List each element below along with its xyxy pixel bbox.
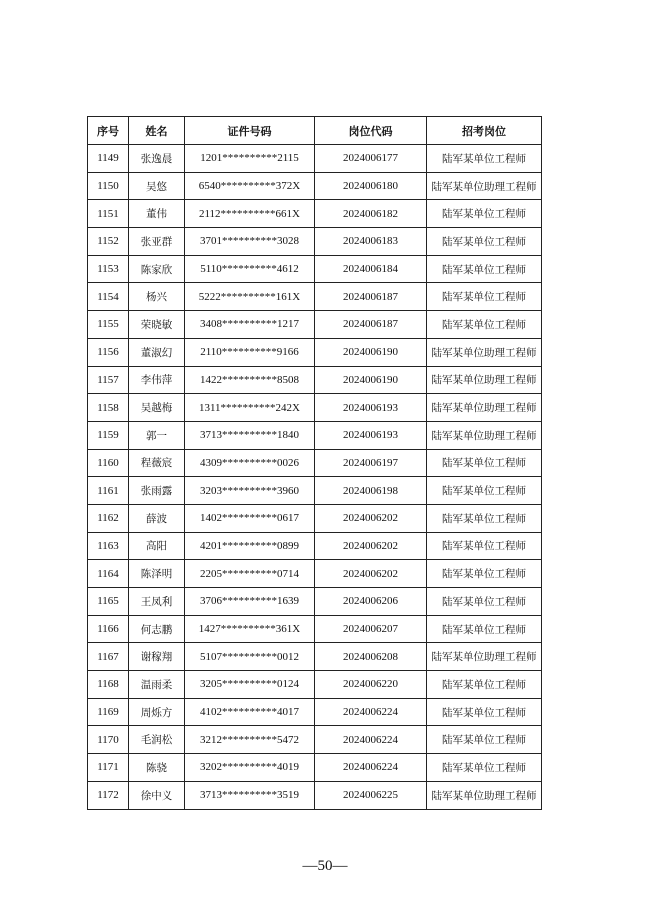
position-cell: 陆军某单位工程师: [427, 726, 542, 754]
position-code-cell: 2024006177: [315, 145, 427, 173]
table-row: [88, 615, 542, 643]
position-code-cell: 2024006193: [315, 394, 427, 422]
position-cell: 陆军某单位助理工程师: [427, 781, 542, 809]
id-number-cell: 1201**********2115: [185, 145, 315, 173]
name-cell: 谢稼翔: [129, 643, 185, 671]
name-cell: 吴悠: [129, 172, 185, 200]
id-number-cell: 1427**********361X: [185, 615, 315, 643]
position-code-cell: 2024006197: [315, 449, 427, 477]
header-id-number: 证件号码: [185, 117, 315, 145]
name-cell: 吴越梅: [129, 394, 185, 422]
position-cell: 陆军某单位工程师: [427, 615, 542, 643]
table-row: [88, 643, 542, 671]
position-cell: 陆军某单位工程师: [427, 671, 542, 699]
name-cell: 张逸晨: [129, 145, 185, 173]
id-number-cell: 3713**********3519: [185, 781, 315, 809]
position-cell: 陆军某单位助理工程师: [427, 643, 542, 671]
name-cell: 荣晓敏: [129, 311, 185, 339]
name-cell: 徐中义: [129, 781, 185, 809]
id-number-cell: 5222**********161X: [185, 283, 315, 311]
position-code-cell: 2024006190: [315, 338, 427, 366]
name-cell: 杨兴: [129, 283, 185, 311]
table-row: [88, 504, 542, 532]
name-cell: 毛润松: [129, 726, 185, 754]
position-code-cell: 2024006207: [315, 615, 427, 643]
id-number-cell: 4201**********0899: [185, 532, 315, 560]
name-cell: 程薇宸: [129, 449, 185, 477]
table-row: [88, 172, 542, 200]
serial-number-cell: 1172: [88, 781, 129, 809]
position-cell: 陆军某单位工程师: [427, 504, 542, 532]
position-code-cell: 2024006206: [315, 588, 427, 616]
position-cell: 陆军某单位助理工程师: [427, 366, 542, 394]
id-number-cell: 5110**********4612: [185, 255, 315, 283]
id-number-cell: 3212**********5472: [185, 726, 315, 754]
id-number-cell: 3706**********1639: [185, 588, 315, 616]
table-header-row: [88, 117, 542, 145]
serial-number-cell: 1158: [88, 394, 129, 422]
id-number-cell: 2112**********661X: [185, 200, 315, 228]
name-cell: 高阳: [129, 532, 185, 560]
serial-number-cell: 1167: [88, 643, 129, 671]
table-row: [88, 228, 542, 256]
position-cell: 陆军某单位助理工程师: [427, 394, 542, 422]
name-cell: 张亚群: [129, 228, 185, 256]
position-code-cell: 2024006224: [315, 754, 427, 782]
position-code-cell: 2024006202: [315, 560, 427, 588]
id-number-cell: 1311**********242X: [185, 394, 315, 422]
serial-number-cell: 1151: [88, 200, 129, 228]
header-position-code: 岗位代码: [315, 117, 427, 145]
position-cell: 陆军某单位工程师: [427, 477, 542, 505]
position-cell: 陆军某单位工程师: [427, 200, 542, 228]
name-cell: 温雨柔: [129, 671, 185, 699]
position-code-cell: 2024006182: [315, 200, 427, 228]
id-number-cell: 5107**********0012: [185, 643, 315, 671]
id-number-cell: 3202**********4019: [185, 754, 315, 782]
name-cell: 陈泽明: [129, 560, 185, 588]
position-cell: 陆军某单位工程师: [427, 449, 542, 477]
position-code-cell: 2024006224: [315, 726, 427, 754]
page-number: —50—: [302, 858, 348, 874]
id-number-cell: 3713**********1840: [185, 421, 315, 449]
table-row: [88, 477, 542, 505]
table-row: [88, 200, 542, 228]
name-cell: 陈家欣: [129, 255, 185, 283]
name-cell: 王凤利: [129, 588, 185, 616]
table-row: [88, 283, 542, 311]
position-code-cell: 2024006183: [315, 228, 427, 256]
position-cell: 陆军某单位工程师: [427, 228, 542, 256]
table-row: [88, 394, 542, 422]
position-cell: 陆军某单位工程师: [427, 560, 542, 588]
name-cell: 何志鹏: [129, 615, 185, 643]
serial-number-cell: 1156: [88, 338, 129, 366]
serial-number-cell: 1165: [88, 588, 129, 616]
name-cell: 周烁方: [129, 698, 185, 726]
id-number-cell: 1402**********0617: [185, 504, 315, 532]
header-position: 招考岗位: [427, 117, 542, 145]
serial-number-cell: 1149: [88, 145, 129, 173]
serial-number-cell: 1160: [88, 449, 129, 477]
position-cell: 陆军某单位工程师: [427, 532, 542, 560]
position-code-cell: 2024006220: [315, 671, 427, 699]
serial-number-cell: 1166: [88, 615, 129, 643]
id-number-cell: 2110**********9166: [185, 338, 315, 366]
table-row: [88, 726, 542, 754]
position-code-cell: 2024006198: [315, 477, 427, 505]
id-number-cell: 3203**********3960: [185, 477, 315, 505]
table-row: [88, 421, 542, 449]
position-code-cell: 2024006187: [315, 283, 427, 311]
position-code-cell: 2024006190: [315, 366, 427, 394]
serial-number-cell: 1152: [88, 228, 129, 256]
id-number-cell: 6540**********372X: [185, 172, 315, 200]
table-row: [88, 338, 542, 366]
serial-number-cell: 1170: [88, 726, 129, 754]
id-number-cell: 3205**********0124: [185, 671, 315, 699]
position-cell: 陆军某单位工程师: [427, 145, 542, 173]
table-row: [88, 560, 542, 588]
name-cell: 李伟萍: [129, 366, 185, 394]
position-code-cell: 2024006180: [315, 172, 427, 200]
position-cell: 陆军某单位助理工程师: [427, 421, 542, 449]
table-row: [88, 781, 542, 809]
name-cell: 董伟: [129, 200, 185, 228]
name-cell: 董淑幻: [129, 338, 185, 366]
serial-number-cell: 1164: [88, 560, 129, 588]
id-number-cell: 3408**********1217: [185, 311, 315, 339]
table-row: [88, 698, 542, 726]
id-number-cell: 4309**********0026: [185, 449, 315, 477]
position-code-cell: 2024006225: [315, 781, 427, 809]
position-code-cell: 2024006193: [315, 421, 427, 449]
name-cell: 张雨露: [129, 477, 185, 505]
position-cell: 陆军某单位助理工程师: [427, 172, 542, 200]
position-cell: 陆军某单位工程师: [427, 698, 542, 726]
position-cell: 陆军某单位工程师: [427, 311, 542, 339]
table-row: [88, 311, 542, 339]
applicant-table-container: [87, 116, 541, 810]
serial-number-cell: 1171: [88, 754, 129, 782]
serial-number-cell: 1150: [88, 172, 129, 200]
position-code-cell: 2024006202: [315, 532, 427, 560]
position-code-cell: 2024006208: [315, 643, 427, 671]
position-cell: 陆军某单位助理工程师: [427, 338, 542, 366]
table-body: [88, 145, 542, 810]
table-row: [88, 671, 542, 699]
id-number-cell: 3701**********3028: [185, 228, 315, 256]
table-row: [88, 145, 542, 173]
table-row: [88, 366, 542, 394]
table-row: [88, 588, 542, 616]
position-code-cell: 2024006224: [315, 698, 427, 726]
table-row: [88, 532, 542, 560]
serial-number-cell: 1169: [88, 698, 129, 726]
name-cell: 薛波: [129, 504, 185, 532]
serial-number-cell: 1168: [88, 671, 129, 699]
position-cell: 陆军某单位工程师: [427, 588, 542, 616]
header-serial-number: 序号: [88, 117, 129, 145]
id-number-cell: 2205**********0714: [185, 560, 315, 588]
table-row: [88, 255, 542, 283]
position-cell: 陆军某单位工程师: [427, 283, 542, 311]
position-cell: 陆军某单位工程师: [427, 255, 542, 283]
serial-number-cell: 1161: [88, 477, 129, 505]
position-code-cell: 2024006184: [315, 255, 427, 283]
name-cell: 郭一: [129, 421, 185, 449]
position-code-cell: 2024006187: [315, 311, 427, 339]
serial-number-cell: 1162: [88, 504, 129, 532]
serial-number-cell: 1157: [88, 366, 129, 394]
serial-number-cell: 1154: [88, 283, 129, 311]
header-name: 姓名: [129, 117, 185, 145]
serial-number-cell: 1163: [88, 532, 129, 560]
name-cell: 陈骁: [129, 754, 185, 782]
applicant-table: [87, 116, 542, 810]
serial-number-cell: 1155: [88, 311, 129, 339]
serial-number-cell: 1153: [88, 255, 129, 283]
table-row: [88, 449, 542, 477]
position-code-cell: 2024006202: [315, 504, 427, 532]
id-number-cell: 4102**********4017: [185, 698, 315, 726]
serial-number-cell: 1159: [88, 421, 129, 449]
position-cell: 陆军某单位工程师: [427, 754, 542, 782]
table-row: [88, 754, 542, 782]
id-number-cell: 1422**********8508: [185, 366, 315, 394]
